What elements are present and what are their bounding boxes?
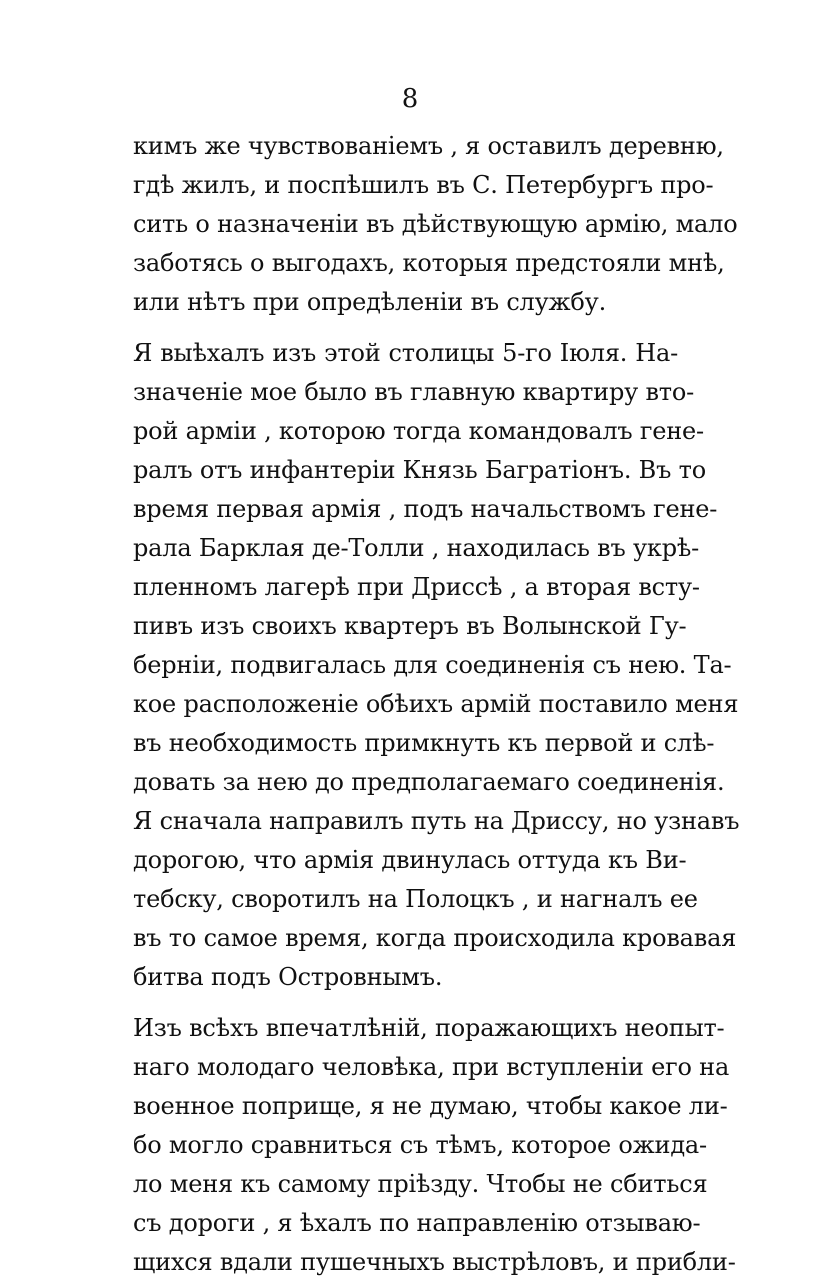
text-line: берніи, подвигалась для соединенія съ нею. Та-: [133, 651, 732, 679]
text-line: ралъ отъ инфантеріи Князь Багратіонъ. Въ то: [133, 456, 706, 484]
text-line: Изъ всѣхъ впечатлѣній, поражающихъ неопыт-: [133, 1014, 725, 1042]
page-number: 8: [401, 84, 419, 114]
paragraph-1: [133, 127, 738, 322]
paragraph-gap: [133, 322, 678, 334]
text-line: сить о назначеніи въ дѣйствующую армію, мало: [133, 210, 738, 238]
text-line: Я выѣхалъ изъ этой столицы 5-го Іюля. На-: [133, 339, 678, 367]
text-line: гдѣ жилъ, и поспѣшилъ въ С. Петербургъ про-: [133, 171, 714, 199]
text-line: въ то самое время, когда происходила кровавая: [133, 924, 737, 952]
text-line: заботясь о выгодахъ, которыя предстояли мнѣ,: [133, 249, 725, 277]
text-line: кимъ же чувствованіемъ , я оставилъ деревню,: [133, 132, 724, 160]
text-line: съ дороги , я ѣхалъ по направленію отзываю-: [133, 1209, 701, 1237]
text-line: бо могло сравниться съ тѣмъ, которое ожида-: [133, 1131, 707, 1159]
text-line: военное поприще, я не думаю, чтобы какое ли-: [133, 1092, 728, 1120]
text-line: наго молодаго человѣка, при вступленіи его на: [133, 1053, 730, 1081]
text-line: время первая армія , подъ начальствомъ гене-: [133, 495, 718, 523]
text-line: значеніе мое было въ главную квартиру вто-: [133, 378, 695, 406]
text-line: пивъ изъ своихъ квартеръ въ Волынской Гу-: [133, 612, 687, 640]
text-line: дорогою, что армія двинулась оттуда къ Ви-: [133, 846, 687, 874]
paragraph-gap: [133, 997, 678, 1009]
text-line: пленномъ лагерѣ при Дриссѣ , а вторая всту-: [133, 573, 700, 601]
paragraph-3: [133, 1009, 736, 1282]
text-line: довать за нею до предполагаемаго соединенія.: [133, 768, 725, 796]
text-line: Я сначала направилъ путь на Дриссу, но узнавъ: [133, 807, 740, 835]
text-line: битва подъ Островнымъ.: [133, 963, 443, 991]
text-line: рала Барклая де-Толли , находилась въ укрѣ-: [133, 534, 700, 562]
body-text: [133, 127, 740, 1282]
paragraph-2: [133, 334, 740, 997]
text-line: или нѣтъ при опредѣленіи въ службу.: [133, 288, 607, 316]
text-line: щихся вдали пушечныхъ выстрѣловъ, и прибли-: [133, 1248, 736, 1276]
text-line: въ необходимость примкнуть къ первой и слѣ-: [133, 729, 715, 757]
text-line: рой арміи , которою тогда командовалъ гене-: [133, 417, 704, 445]
text-line: кое расположеніе обѣихъ армій поставило меня: [133, 690, 739, 718]
text-line: тебску, своротилъ на Полоцкъ , и нагналъ ее: [133, 885, 698, 913]
text-line: ло меня къ самому пріѣзду. Чтобы не сбиться: [133, 1170, 708, 1198]
